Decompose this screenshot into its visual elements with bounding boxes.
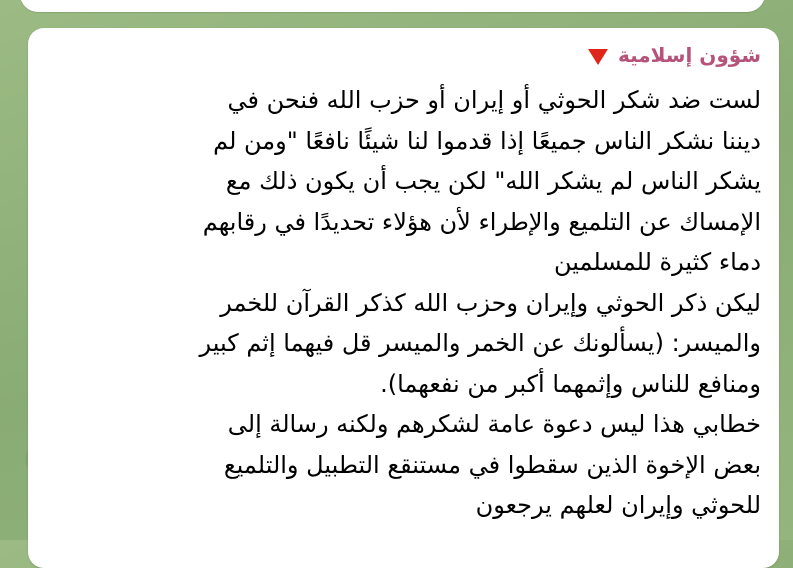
message-bubble (28, 28, 779, 568)
message-line: والميسر: (يسألونك عن الخمر والميسر قل فيهما إثم كبير (199, 329, 761, 357)
message-line: ديننا نشكر الناس جميعًا إذا قدموا لنا شيئًا نافعًا "ومن لم (213, 126, 761, 155)
forwarded-from-header[interactable] (588, 40, 761, 70)
message-line: الإمساك عن التلميع والإطراء لأن هؤلاء تحديدًا في رقابهم (202, 207, 761, 236)
message-line: بعض الإخوة الذين سقطوا في مستنقع التطبيل والتلميع (223, 450, 761, 479)
message-line: يشكر الناس لم يشكر الله" لكن يجب أن يكون ذلك مع (225, 167, 761, 195)
channel-name[interactable]: شؤون إسلامية (617, 43, 761, 67)
red-triangle-icon (588, 49, 608, 65)
message-text (46, 80, 761, 526)
previous-message-bubble (20, 0, 765, 12)
message-line: خطابي هذا ليس دعوة عامة لشكرهم ولكنه رسالة إلى (227, 410, 761, 438)
message-line: لست ضد شكر الحوثي أو إيران أو حزب الله فنحن في (227, 86, 761, 114)
message-line: دماء كثيرة للمسلمين (554, 248, 761, 276)
message-line: ليكن ذكر الحوثي وإيران وحزب الله كذكر القرآن للخمر (220, 288, 761, 317)
message-line: للحوثي وإيران لعلهم يرجعون (475, 491, 761, 519)
message-line: ومنافع للناس وإثمهما أكبر من نفعهما). (380, 369, 761, 398)
